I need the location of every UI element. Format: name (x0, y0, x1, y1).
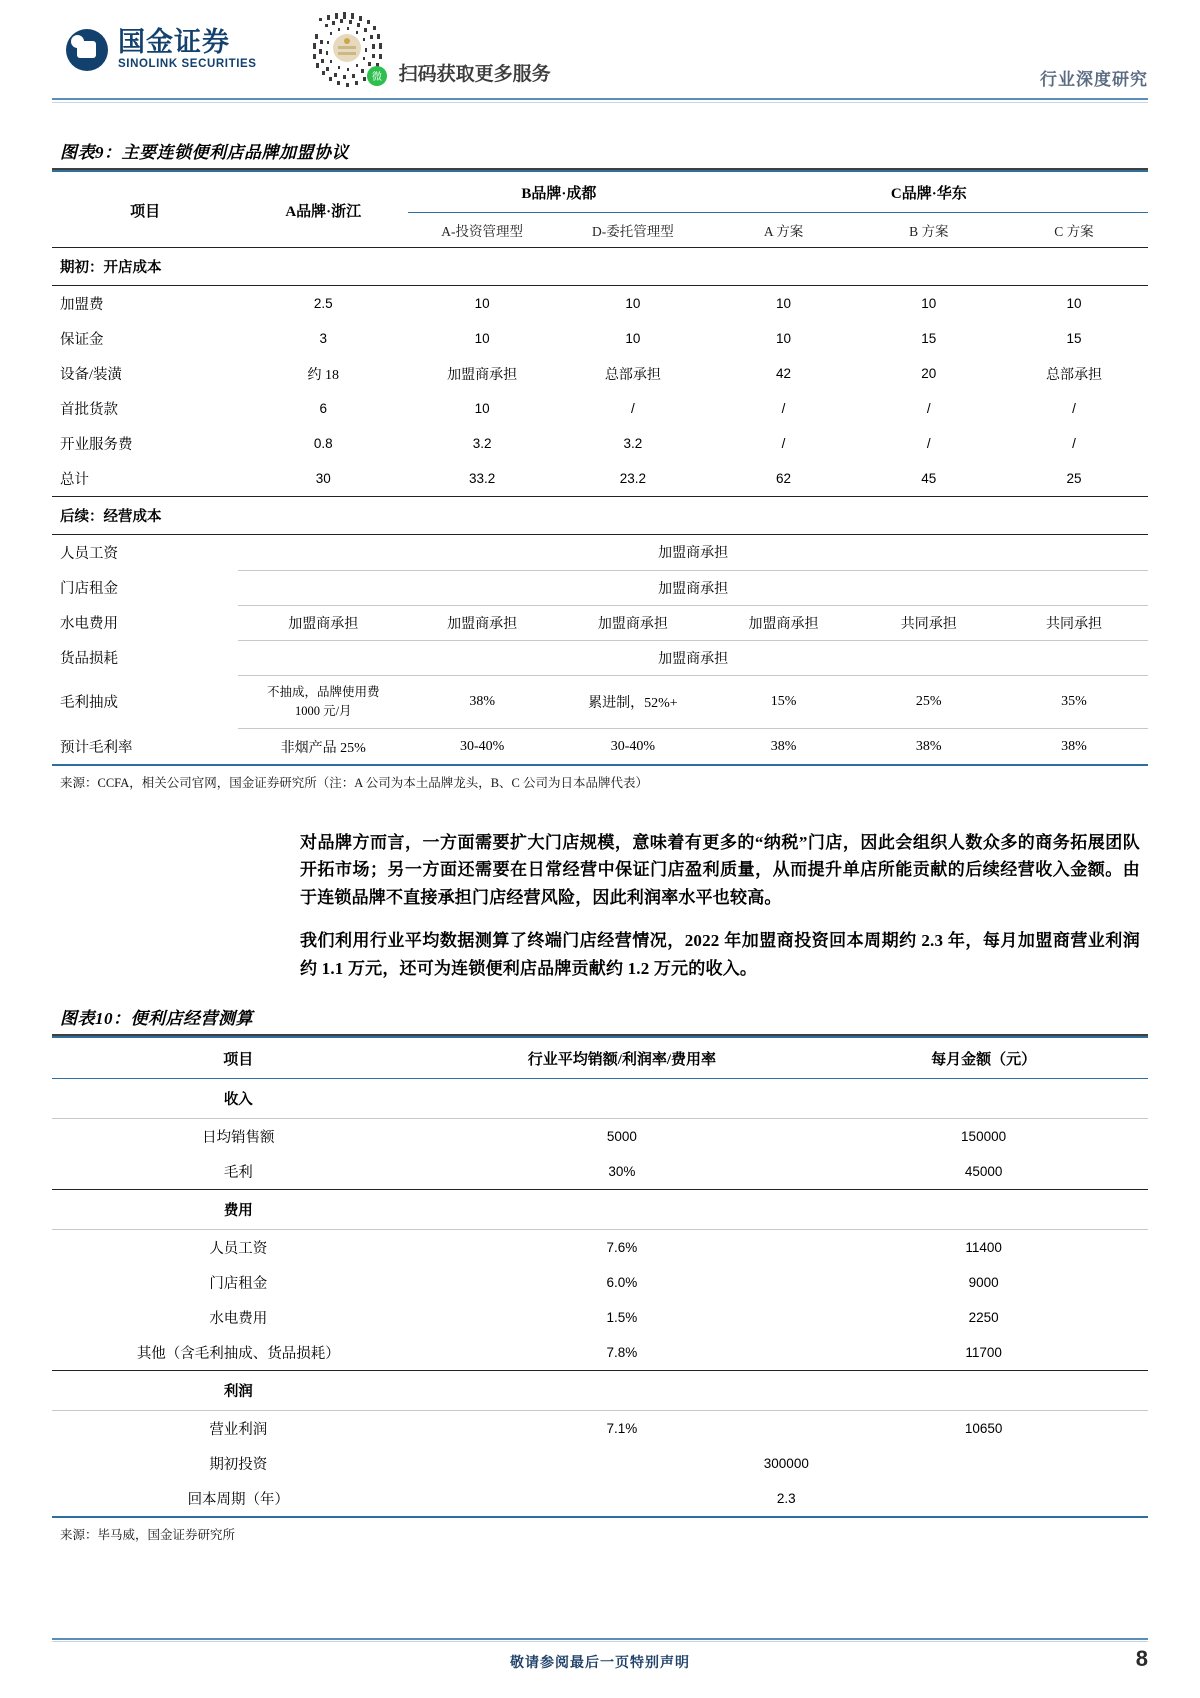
col-header-brand-a: A品牌·浙江 (285, 203, 362, 220)
cell-brand-a: 6 (319, 401, 327, 416)
col-header-c-sub2: B 方案 (858, 213, 1000, 248)
cell-c1: 38% (710, 729, 858, 765)
cell-c1: 15% (710, 675, 858, 729)
cell-c3: / (1072, 436, 1076, 451)
body-paragraphs (52, 829, 1148, 983)
cell-amount: 45000 (964, 1164, 1003, 1180)
exhibit-10-title: 图表10：便利店经营测算 (60, 1009, 253, 1029)
table-row (52, 1230, 1148, 1266)
cell-amount: 11400 (965, 1240, 1002, 1256)
cell-c2: 15 (921, 331, 937, 346)
cell-b2: / (630, 401, 635, 416)
logo-name-en: SINOLINK SECURITIES (118, 58, 257, 71)
col-header-c-sub3: C 方案 (1000, 213, 1148, 248)
logo-name-cn: 国金证券 (118, 27, 230, 58)
row-label: 货品损耗 (60, 651, 118, 667)
scan-hint-text: 扫码获取更多服务 (398, 64, 551, 85)
cell-span-all: 加盟商承担 (658, 546, 729, 562)
row-label: 日均销售额 (202, 1130, 275, 1147)
table-row (52, 1119, 1148, 1155)
table-row (52, 1481, 1148, 1517)
cell-c2: 38% (858, 729, 1000, 765)
cell-rate: 7.8% (606, 1345, 638, 1361)
cell-c2: 25% (858, 675, 1000, 729)
cell-b2: 10 (625, 296, 641, 311)
cell-c2: 45 (921, 471, 937, 486)
cell-brand-a: 约 18 (307, 367, 339, 383)
header-divider (52, 98, 1148, 100)
cell-c3: 35% (1000, 675, 1148, 729)
cell-c1: 10 (776, 331, 792, 346)
qr-code-icon[interactable] (305, 8, 389, 92)
row-label: 毛利抽成 (60, 695, 118, 712)
cell-c2: / (926, 436, 931, 451)
section-row-operating-cost (52, 497, 1148, 535)
cell-line-2: 1000 元/月 (294, 703, 352, 718)
cell-c3: 10 (1066, 296, 1082, 311)
sinolink-logo-icon (66, 29, 108, 71)
row-label: 水电费用 (60, 616, 118, 632)
table-row (52, 356, 1148, 391)
cell-brand-a: 3 (319, 331, 327, 346)
cell-c2: 20 (921, 366, 937, 381)
col-header-item: 项目 (130, 203, 161, 220)
exhibit-10-source: 来源：毕马威，国金证券研究所 (60, 1528, 236, 1543)
cell-rate: 1.5% (606, 1310, 638, 1326)
footer-divider-thin (52, 1641, 1148, 1642)
cell-span-all: 加盟商承担 (238, 640, 1148, 675)
table-row (52, 675, 1148, 729)
cell-b2: 累进制，52%+ (556, 675, 709, 729)
col-header-item: 项目 (223, 1052, 254, 1069)
table-row (52, 1335, 1148, 1371)
row-label: 首批货款 (60, 402, 118, 418)
cell-c2: 共同承担 (858, 605, 1000, 640)
cell-c1: 10 (776, 296, 792, 311)
table-row (52, 1446, 1148, 1481)
cell-c1: / (781, 436, 786, 451)
cell-c3: 38% (1000, 729, 1148, 765)
paragraph-1: 对品牌方而言，一方面需要扩大门店规模，意味着有更多的“纳税”门店，因此会组织人数众多的商务拓展团队开拓市场；另一方面还需要在日常经营中保证门店盈利质量，从而提升单店所能贡献的后续经营收入金额。由于连锁品牌不直接承担门店经营风险，因此利润率水平也较高。 (300, 832, 1140, 907)
row-label: 预计毛利率 (60, 739, 133, 756)
section-row-revenue (52, 1079, 1148, 1119)
row-label: 人员工资 (60, 546, 118, 562)
section-label-initial: 期初：开店成本 (60, 260, 162, 276)
cell-rate: 6.0% (606, 1275, 638, 1291)
svg-text:微: 微 (371, 72, 382, 83)
section-label-revenue: 收入 (223, 1092, 253, 1109)
row-label: 门店租金 (60, 581, 118, 597)
table-row (52, 570, 1148, 605)
footer-disclaimer: 敬请参阅最后一页特别声明 (510, 1656, 690, 1671)
row-label: 其他（含毛利抽成、货品损耗） (136, 1346, 340, 1363)
section-row-expense (52, 1190, 1148, 1230)
cell-b1: 30-40% (408, 729, 556, 765)
franchise-agreement-table (52, 170, 1148, 766)
col-header-c-sub1: A 方案 (710, 213, 858, 248)
cell-b2: 10 (625, 331, 641, 346)
table-row (52, 1411, 1148, 1447)
cell-b1: 33.2 (469, 471, 496, 486)
wechat-icon (367, 66, 387, 86)
cell-rate: 30% (608, 1164, 636, 1180)
cell-c3: 共同承担 (1000, 605, 1148, 640)
cell-brand-a (238, 675, 408, 729)
table-row (52, 1265, 1148, 1300)
table-row (52, 605, 1148, 640)
qr-block (305, 8, 551, 92)
cell-amount: 9000 (968, 1275, 999, 1291)
table-row (52, 535, 1148, 571)
page-header (0, 0, 1200, 100)
cell-brand-a: 0.8 (313, 436, 333, 451)
cell-amount: 11700 (965, 1345, 1002, 1361)
exhibit-9 (52, 132, 1148, 791)
row-label: 门店租金 (209, 1276, 268, 1293)
cell-b2: 总部承担 (604, 367, 661, 383)
cell-c3: 总部承担 (1046, 367, 1102, 383)
cell-rate: 7.1% (606, 1421, 638, 1437)
row-label: 人员工资 (209, 1241, 268, 1258)
cell-amount: 150000 (961, 1129, 1007, 1145)
cell-amount: 2250 (968, 1310, 999, 1326)
section-row-initial-cost (52, 248, 1148, 286)
cell-rate: 5000 (606, 1129, 637, 1145)
cell-c2: / (926, 401, 931, 416)
cell-brand-a: 2.5 (313, 296, 333, 311)
cell-b2: 30-40% (556, 729, 709, 765)
table-row (52, 640, 1148, 675)
header-section-label: 行业深度研究 (1040, 70, 1148, 89)
page-content (0, 132, 1200, 1543)
row-label: 营业利润 (209, 1422, 268, 1439)
cell-c1: 加盟商承担 (710, 605, 858, 640)
section-row-profit (52, 1371, 1148, 1411)
cell-c2: 10 (921, 296, 937, 311)
cell-b2: 加盟商承担 (556, 605, 709, 640)
cell-line-1: 不抽成，品牌使用费 (266, 684, 380, 699)
cell-b1: 加盟商承担 (447, 367, 518, 383)
footer-divider (52, 1638, 1148, 1640)
cell-brand-a: 非烟产品 25% (238, 729, 408, 765)
cell-span-all: 加盟商承担 (238, 570, 1148, 605)
row-label: 保证金 (60, 332, 104, 348)
table-row (52, 1154, 1148, 1190)
page-number: 8 (1135, 1646, 1148, 1671)
header-divider-thin (52, 102, 1148, 103)
col-header-brand-b: B品牌·成都 (521, 186, 597, 202)
row-label: 加盟费 (60, 297, 104, 313)
table-row (52, 286, 1148, 322)
row-label: 开业服务费 (60, 437, 133, 453)
cell-amount: 10650 (964, 1421, 1003, 1437)
row-label: 回本周期（年） (187, 1492, 290, 1509)
cell-b2: 23.2 (619, 471, 646, 486)
cell-c3: 15 (1066, 331, 1082, 346)
cell-b1: 38% (408, 675, 556, 729)
col-header-b-sub2: D-委托管理型 (556, 213, 709, 248)
exhibit-10 (52, 998, 1148, 1543)
exhibit-9-title: 图表9：主要连锁便利店品牌加盟协议 (60, 143, 349, 162)
col-header-amount: 每月金额（元） (931, 1052, 1037, 1069)
row-label: 设备/装潢 (60, 367, 123, 383)
section-label-profit: 利润 (223, 1384, 253, 1401)
cell-rate: 7.6% (606, 1240, 638, 1256)
cell-brand-a: 加盟商承担 (238, 605, 408, 640)
row-label: 水电费用 (209, 1311, 268, 1328)
exhibit-9-source: 来源：CCFA，相关公司官网，国金证券研究所（注：A 公司为本土品牌龙头，B、C 公司为日本品牌代表） (60, 775, 648, 790)
cell-c1: / (781, 401, 786, 416)
cell-b1: 3.2 (472, 436, 492, 451)
cell-c1: 62 (776, 471, 792, 486)
store-economics-table (52, 1036, 1148, 1518)
col-header-brand-c: C品牌·华东 (890, 186, 967, 202)
row-label: 总计 (60, 472, 89, 488)
cell-c1: 42 (776, 366, 792, 381)
table-row (52, 1300, 1148, 1335)
page-footer (0, 1638, 1200, 1698)
cell-b1: 10 (474, 296, 490, 311)
cell-b1: 10 (474, 401, 490, 416)
table-row (52, 321, 1148, 356)
cell-wide-value: 300000 (763, 1456, 809, 1472)
table-row (52, 729, 1148, 765)
table-row (52, 426, 1148, 461)
cell-b1: 10 (474, 331, 490, 346)
row-label: 毛利 (223, 1165, 253, 1182)
company-logo (66, 29, 257, 71)
row-label: 期初投资 (209, 1457, 268, 1474)
paragraph-2: 我们利用行业平均数据测算了终端门店经营情况，2022 年加盟商投资回本周期约 2.3 年，每月加盟商营业利润约 1.1 万元，还可为连锁便利店品牌贡献约 1.2 万元的收入。 (300, 931, 1140, 978)
cell-c3: / (1072, 401, 1076, 416)
cell-brand-a: 30 (315, 471, 331, 486)
logo-text (118, 29, 257, 71)
table-row (52, 391, 1148, 426)
cell-wide-value: 2.3 (776, 1491, 796, 1507)
cell-b2: 3.2 (623, 436, 643, 451)
section-label-expense: 费用 (223, 1203, 253, 1220)
col-header-rate: 行业平均销额/利润率/费用率 (527, 1052, 717, 1069)
cell-c3: 25 (1066, 471, 1082, 486)
col-header-b-sub1: A-投资管理型 (408, 213, 556, 248)
section-label-operating: 后续：经营成本 (60, 509, 162, 525)
cell-b1: 加盟商承担 (408, 605, 556, 640)
table-row (52, 461, 1148, 497)
